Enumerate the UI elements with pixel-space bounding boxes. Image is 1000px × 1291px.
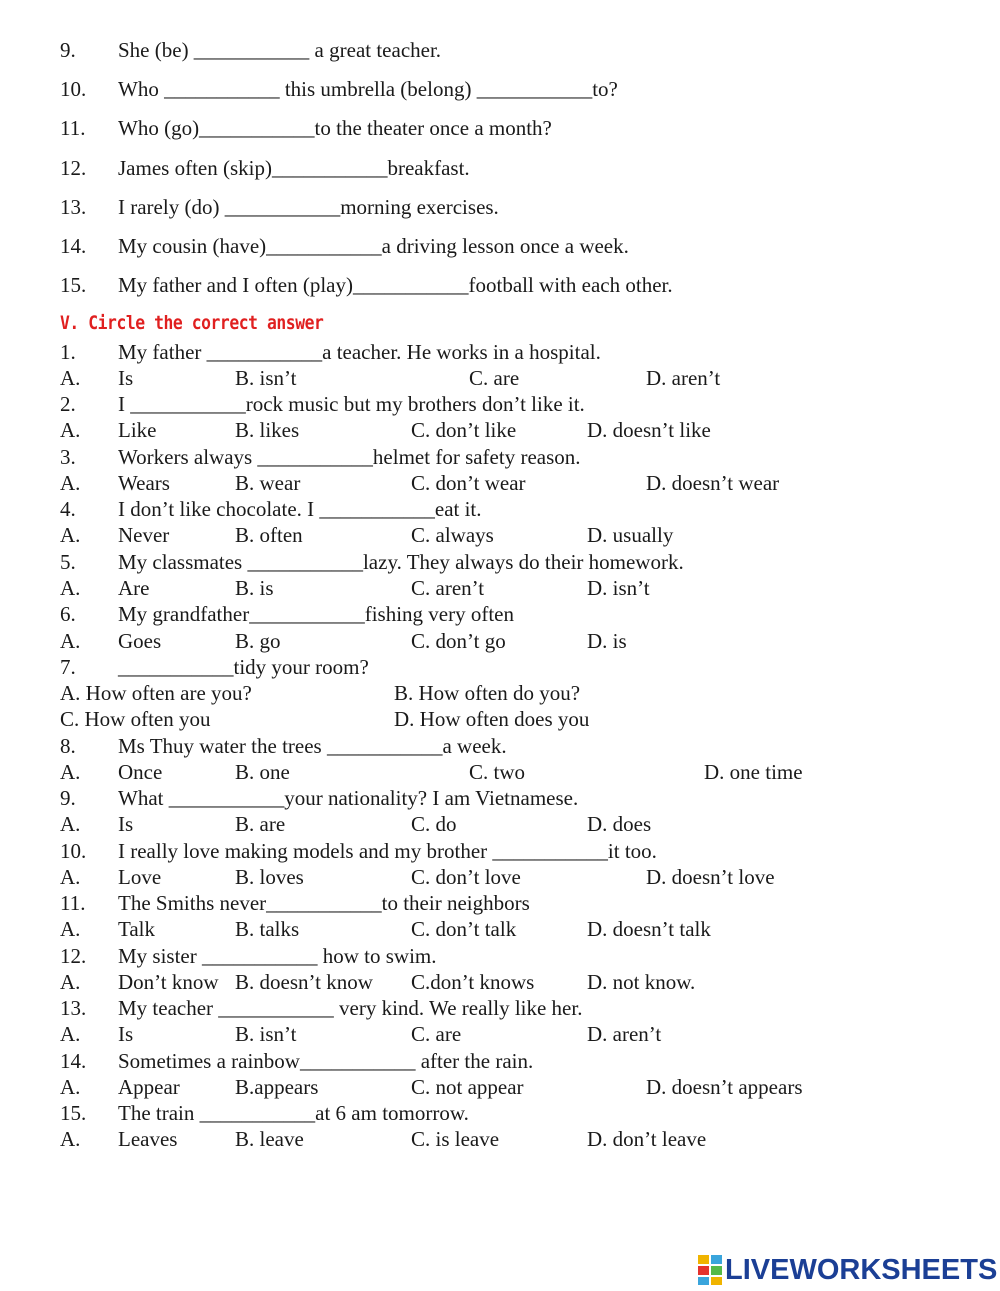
option-d[interactable]: D. not know.: [587, 970, 696, 994]
option-a-label[interactable]: A.: [60, 523, 81, 547]
option-a[interactable]: Once: [118, 760, 163, 784]
option-a-label[interactable]: A.: [60, 576, 81, 600]
liveworksheets-logo: [698, 1253, 997, 1287]
option-a[interactable]: Goes: [118, 629, 162, 653]
option-b[interactable]: B. leave: [235, 1127, 304, 1151]
option-b[interactable]: B. go: [235, 629, 281, 653]
option-d[interactable]: D. isn’t: [587, 576, 650, 600]
option-a[interactable]: Like: [118, 418, 157, 442]
option-d[interactable]: D. aren’t: [587, 1022, 662, 1046]
option-a[interactable]: Talk: [118, 917, 156, 941]
option-a-label[interactable]: A.: [60, 970, 81, 994]
option-b[interactable]: B. talks: [235, 917, 300, 941]
option-a[interactable]: Is: [118, 366, 134, 390]
option-d[interactable]: D. doesn’t wear: [646, 471, 780, 495]
section-heading: V. Circle the correct answer: [60, 312, 324, 334]
option-a[interactable]: Is: [118, 1022, 134, 1046]
option-d[interactable]: D. one time: [704, 760, 803, 784]
option-a[interactable]: Never: [118, 523, 170, 547]
option-b[interactable]: B.appears: [235, 1075, 319, 1099]
logo-text: LIVEWORKSHEETS: [725, 1253, 998, 1286]
option-a-label[interactable]: A.: [60, 1075, 81, 1099]
liveworksheets-icon: [698, 1255, 722, 1285]
option-a-label[interactable]: A.: [60, 1127, 81, 1151]
option-c[interactable]: C. do: [411, 812, 457, 836]
option-c[interactable]: C. don’t like: [411, 418, 517, 442]
option-a[interactable]: Wears: [118, 471, 170, 495]
option-a[interactable]: A. How often are you?: [60, 681, 252, 705]
option-a-label[interactable]: A.: [60, 1022, 81, 1046]
option-a-label[interactable]: A.: [60, 418, 81, 442]
option-c[interactable]: C. How often you: [60, 707, 211, 731]
option-d[interactable]: D. doesn’t appears: [646, 1075, 803, 1099]
option-a[interactable]: Don’t know: [118, 970, 219, 994]
option-c[interactable]: C. don’t go: [411, 629, 506, 653]
option-a-label[interactable]: A.: [60, 471, 81, 495]
option-b[interactable]: B. isn’t: [235, 1022, 297, 1046]
option-c[interactable]: C. two: [469, 760, 526, 784]
option-d[interactable]: D. is: [587, 629, 627, 653]
option-b[interactable]: B. is: [235, 576, 274, 600]
option-c[interactable]: C. don’t love: [411, 865, 521, 889]
option-c[interactable]: C. are: [469, 366, 520, 390]
option-c[interactable]: C.don’t knows: [411, 970, 535, 994]
option-b[interactable]: B. wear: [235, 471, 301, 495]
option-a-label[interactable]: A.: [60, 865, 81, 889]
option-c[interactable]: C. don’t wear: [411, 471, 526, 495]
option-d[interactable]: D. doesn’t love: [646, 865, 775, 889]
option-a-label[interactable]: A.: [60, 366, 81, 390]
option-b[interactable]: B. one: [235, 760, 290, 784]
option-b[interactable]: B. are: [235, 812, 286, 836]
option-c[interactable]: C. aren’t: [411, 576, 485, 600]
option-b[interactable]: B. loves: [235, 865, 304, 889]
option-c[interactable]: C. is leave: [411, 1127, 500, 1151]
option-a[interactable]: Is: [118, 812, 134, 836]
option-b[interactable]: B. often: [235, 523, 303, 547]
option-c[interactable]: C. not appear: [411, 1075, 524, 1099]
option-d[interactable]: D. does: [587, 812, 652, 836]
option-c[interactable]: C. are: [411, 1022, 462, 1046]
option-d[interactable]: D. doesn’t talk: [587, 917, 711, 941]
option-c[interactable]: C. always: [411, 523, 494, 547]
option-d[interactable]: D. don’t leave: [587, 1127, 707, 1151]
option-a[interactable]: Leaves: [118, 1127, 178, 1151]
option-c[interactable]: C. don’t talk: [411, 917, 517, 941]
option-a[interactable]: Love: [118, 865, 162, 889]
option-a-label[interactable]: A.: [60, 629, 81, 653]
option-d[interactable]: D. doesn’t like: [587, 418, 711, 442]
option-a[interactable]: Are: [118, 576, 150, 600]
option-b[interactable]: B. likes: [235, 418, 300, 442]
option-b[interactable]: B. How often do you?: [394, 681, 581, 705]
option-b[interactable]: B. doesn’t know: [235, 970, 373, 994]
option-a[interactable]: Appear: [118, 1075, 180, 1099]
option-d[interactable]: D. usually: [587, 523, 674, 547]
option-b[interactable]: B. isn’t: [235, 366, 297, 390]
option-d[interactable]: D. aren’t: [646, 366, 721, 390]
option-a-label[interactable]: A.: [60, 812, 81, 836]
option-d[interactable]: D. How often does you: [394, 707, 590, 731]
option-a-label[interactable]: A.: [60, 917, 81, 941]
option-a-label[interactable]: A.: [60, 760, 81, 784]
